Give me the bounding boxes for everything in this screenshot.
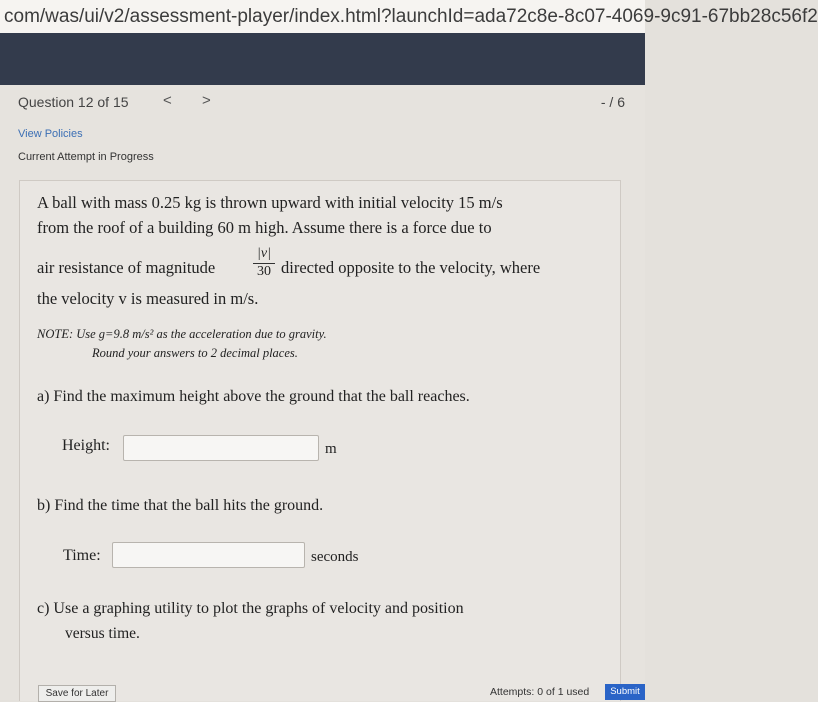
save-for-later-button[interactable]: Save for Later (38, 685, 116, 702)
drag-fraction (253, 246, 275, 280)
height-label: Height: (62, 437, 110, 454)
fraction-numerator: |v| (253, 246, 275, 264)
problem-line-3a: air resistance of magnitude (37, 258, 216, 277)
problem-line-3b: directed opposite to the velocity, where (281, 258, 541, 277)
height-unit: m (325, 441, 337, 457)
problem-line-4: the velocity v is measured in m/s. (37, 289, 259, 308)
height-input[interactable] (123, 435, 319, 461)
previous-question-button[interactable]: < (163, 92, 172, 109)
attempt-status: Current Attempt in Progress (18, 151, 154, 163)
view-policies-link[interactable]: View Policies (18, 128, 83, 140)
question-score: - / 6 (600, 94, 625, 110)
time-input[interactable] (112, 542, 305, 568)
submit-button[interactable]: Submit (605, 684, 645, 700)
note-rounding: Round your answers to 2 decimal places. (92, 346, 298, 360)
attempts-counter: Attempts: 0 of 1 used (490, 686, 590, 698)
next-question-button[interactable]: > (202, 92, 211, 109)
part-b-prompt: b) Find the time that the ball hits the ground. (37, 497, 324, 514)
part-c-prompt-line-2: versus time. (65, 625, 140, 642)
time-label: Time: (63, 547, 101, 564)
question-counter: Question 12 of 15 (18, 94, 129, 110)
part-a-prompt: a) Find the maximum height above the ground that the ball reaches. (37, 388, 470, 405)
part-c-prompt-line-1: c) Use a graphing utility to plot the graphs of velocity and position (37, 600, 464, 617)
problem-line-2: from the roof of a building 60 m high. Assume there is a force due to (37, 218, 492, 237)
problem-line-1: A ball with mass 0.25 kg is thrown upward with initial velocity 15 m/s (37, 193, 503, 212)
address-bar[interactable]: com/was/ui/v2/assessment-player/index.html?launchId=ada72c8e-8c07-4069-9c91-67bb28c56f2 (0, 0, 645, 33)
fraction-denominator: 30 (257, 264, 271, 279)
note-gravity: NOTE: Use g=9.8 m/s² as the acceleration due to gravity. (37, 327, 327, 341)
time-unit: seconds (311, 549, 359, 565)
app-header-band (0, 33, 645, 85)
